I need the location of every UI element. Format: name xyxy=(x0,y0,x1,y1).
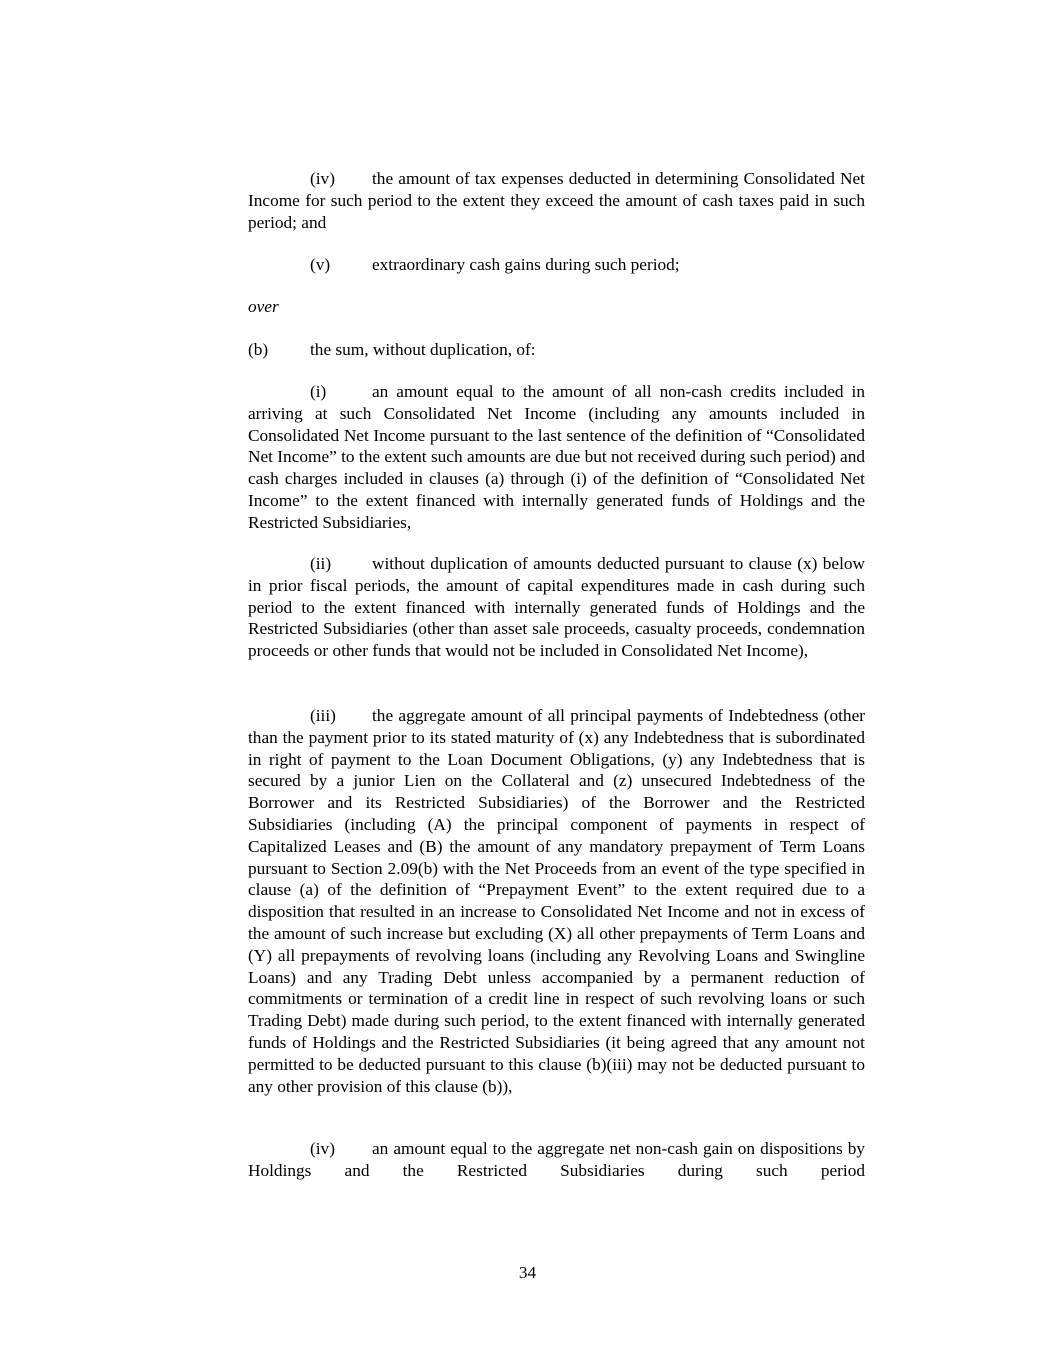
clause-number: (v) xyxy=(310,255,331,274)
paragraph-b xyxy=(248,339,536,361)
over-connector: over xyxy=(248,297,279,316)
paragraph-a-iv xyxy=(248,168,865,233)
clause-text: the aggregate amount of all principal payments of Indebtedness (other than the payment prior to its stated maturity of (x) any Indebtedness that is subordinated in right of payment to the Loan Document Obligations, (y) any Indebtedness that is secured by a junior Lien on the Collateral and (z) unsecured Indebtedness of the Borrower and its Restricted Subsidiaries) of the Borrower and the Restricted Subsidiaries (including (A) the principal component of payments in respect of Capitalized Leases and (B) the amount of any mandatory prepayment of Term Loans pursuant to Section 2.09(b) with the Net Proceeds from an event of the type specified in clause (a) of the definition of “Prepayment Event” to the extent required due to a disposition that resulted in an increase to Consolidated Net Income and not in excess of the amount of such increase but excluding (X) all other prepayments of Term Loans and (Y) all prepayments of revolving loans (including any Revolving Loans and Swingline Loans) and any Trading Debt unless accompanied by a permanent reduction of commitments or termination of a credit line in respect of such revolving loans or such Trading Debt) made during such period, to the extent financed with internally generated funds of Holdings and the Restricted Subsidiaries (it being agreed that any amount not permitted to be deducted pursuant to this clause (b)(iii) may not be deducted pursuant to any other provision of this clause (b)), xyxy=(248,706,865,1096)
clause-text: extraordinary cash gains during such period; xyxy=(372,255,680,274)
clause-number: (iv) xyxy=(310,169,335,188)
clause-number: (b) xyxy=(248,340,269,359)
clause-text: the sum, without duplication, of: xyxy=(310,340,536,359)
clause-number: (iv) xyxy=(310,1139,335,1158)
clause-number: (iii) xyxy=(310,706,336,725)
clause-number: (i) xyxy=(310,382,327,401)
paragraph-a-v xyxy=(248,254,680,276)
clause-number: (ii) xyxy=(310,554,332,573)
clause-text: the amount of tax expenses deducted in determining Consolidated Net Income for such period to the extent they exceed the amount of cash taxes paid in such period; and xyxy=(248,169,865,232)
paragraph-b-iii xyxy=(248,705,865,1097)
paragraph-b-iv xyxy=(248,1138,865,1182)
clause-text: an amount equal to the aggregate net non-cash gain on dispositions by Holdings and the Restricted Subsidiaries during such period xyxy=(248,1139,865,1180)
paragraph-b-ii xyxy=(248,553,865,662)
clause-text: an amount equal to the amount of all non-cash credits included in arriving at such Consolidated Net Income (including any amounts included in Consolidated Net Income pursuant to the last sentence of the definition of “Consolidated Net Income” to the extent such amounts are due but not received during such period) and cash charges included in clauses (a) through (i) of the definition of “Consolidated Net Income” to the extent financed with internally generated funds of Holdings and the Restricted Subsidiaries, xyxy=(248,382,865,532)
page-number: 34 xyxy=(518,1263,537,1282)
paragraph-b-i xyxy=(248,381,865,534)
clause-text: without duplication of amounts deducted pursuant to clause (x) below in prior fiscal periods, the amount of capital expenditures made in cash during such period to the extent financed with internally generated funds of Holdings and the Restricted Subsidiaries (other than asset sale proceeds, casualty proceeds, condemnation proceeds or other funds that would not be included in Consolidated Net Income), xyxy=(248,554,865,661)
